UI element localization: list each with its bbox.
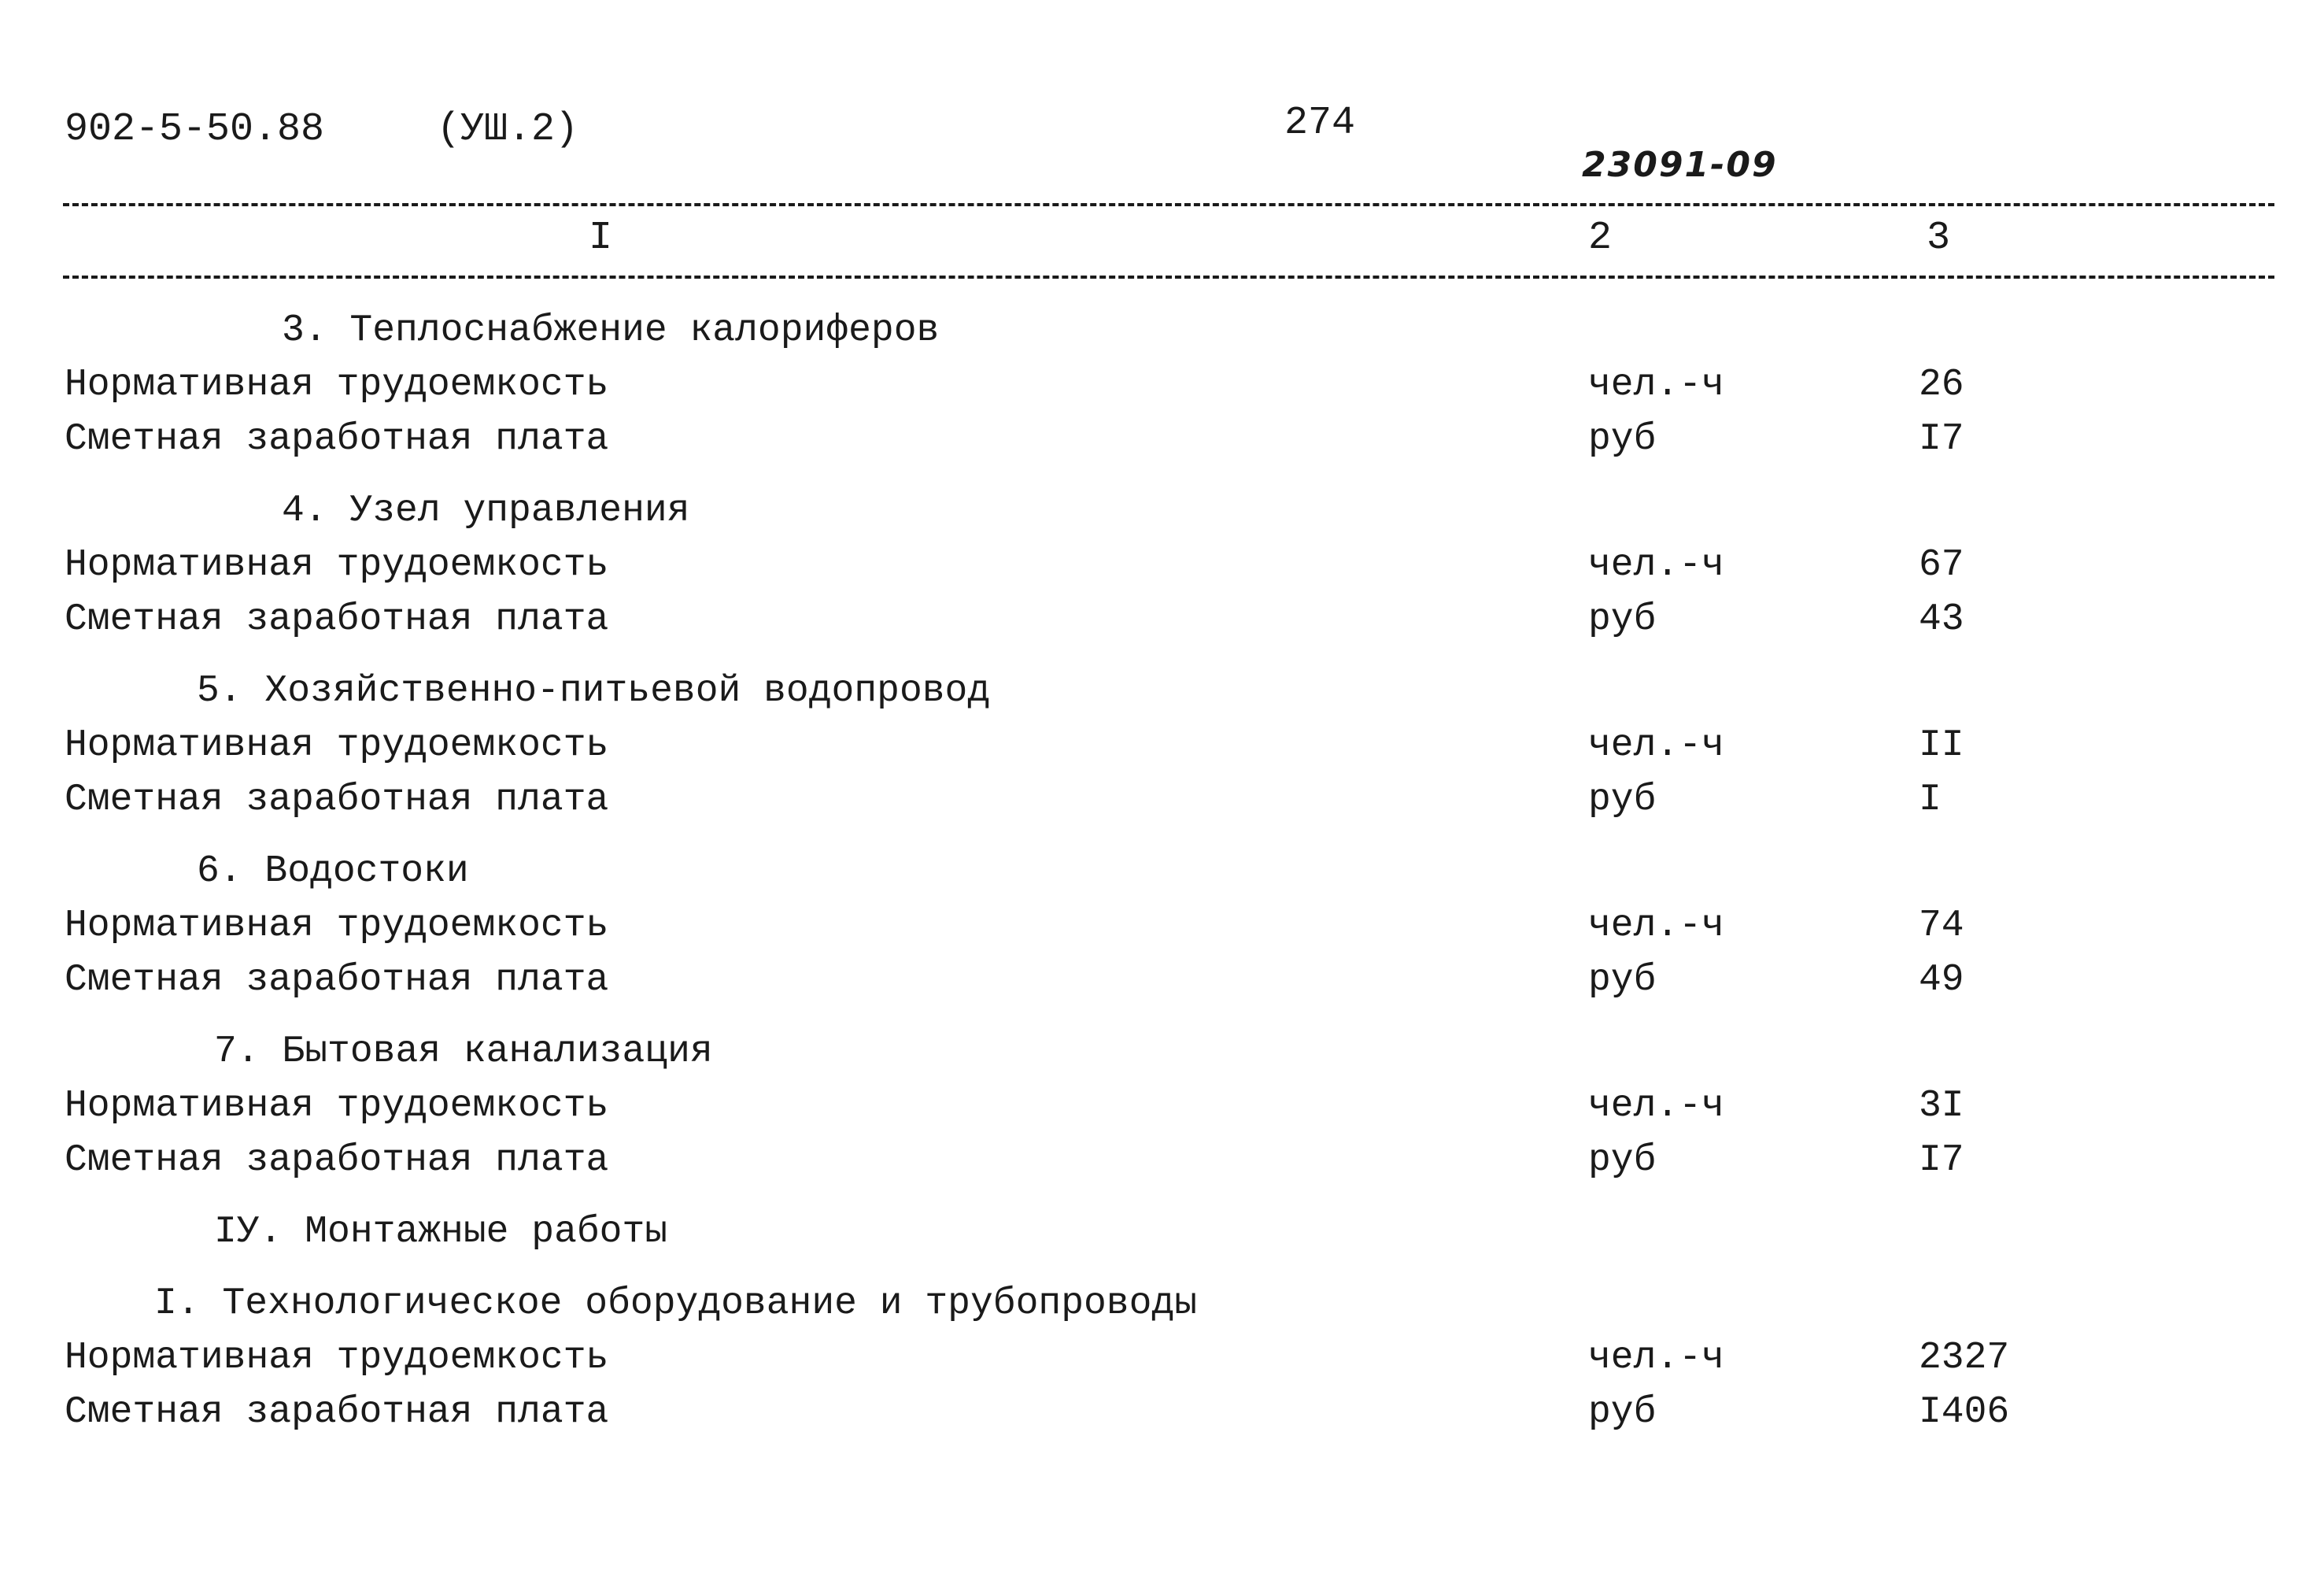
section-heading (0, 1280, 2324, 1327)
row-unit: чел.-ч (1588, 544, 1724, 586)
row-unit: чел.-ч (1588, 724, 1724, 767)
section-heading-label: IУ. Монтажные работы (214, 1211, 668, 1253)
row-label: Нормативная трудоемкость (65, 364, 609, 406)
row-unit: руб (1588, 598, 1657, 641)
row-unit: руб (1588, 959, 1657, 1001)
table-row (0, 1137, 2324, 1184)
section-heading-label: I. Технологическое оборудование и трубопроводы (154, 1282, 1198, 1325)
row-unit: руб (1588, 779, 1657, 821)
column-header-2: 2 (1588, 216, 1613, 261)
row-unit: чел.-ч (1588, 905, 1724, 947)
section-heading (0, 668, 2324, 715)
column-header-1: I (589, 216, 613, 261)
section-heading (0, 307, 2324, 354)
table-row (0, 542, 2324, 589)
row-label: Сметная заработная плата (65, 779, 609, 821)
table-row (0, 902, 2324, 949)
page-number: 274 (1284, 101, 1356, 146)
row-unit: руб (1588, 1139, 1657, 1182)
row-value: I (1919, 779, 1942, 821)
row-label: Нормативная трудоемкость (65, 544, 609, 586)
table-row (0, 361, 2324, 409)
table-row (0, 1389, 2324, 1436)
row-label: Сметная заработная плата (65, 959, 609, 1001)
row-label: Сметная заработная плата (65, 418, 609, 461)
row-label: Нормативная трудоемкость (65, 1337, 609, 1379)
row-value: 43 (1919, 598, 1964, 641)
row-label: Нормативная трудоемкость (65, 905, 609, 947)
row-label: Сметная заработная плата (65, 1139, 609, 1182)
section-heading-label: 6. Водостоки (197, 850, 469, 893)
table-row (0, 596, 2324, 643)
row-value: II (1919, 724, 1964, 767)
column-header-3: 3 (1927, 216, 1951, 261)
row-value: 2327 (1919, 1337, 2010, 1379)
row-label: Сметная заработная плата (65, 1391, 609, 1434)
section-heading-label: 7. Бытовая канализация (214, 1031, 713, 1073)
row-value: I406 (1919, 1391, 2010, 1434)
table-row (0, 776, 2324, 823)
section-heading (0, 848, 2324, 895)
row-value: I7 (1919, 1139, 1964, 1182)
row-label: Сметная заработная плата (65, 598, 609, 641)
row-unit: чел.-ч (1588, 1337, 1724, 1379)
table-row (0, 1334, 2324, 1382)
handwritten-reference: 23091-09 (1582, 145, 1778, 185)
table-row (0, 957, 2324, 1004)
row-unit: чел.-ч (1588, 364, 1724, 406)
row-label: Нормативная трудоемкость (65, 724, 609, 767)
table-header-rule (63, 276, 2274, 279)
row-value: 3I (1919, 1085, 1964, 1127)
section-heading-label: 5. Хозяйственно-питьевой водопровод (197, 670, 991, 712)
section-heading (0, 1028, 2324, 1075)
row-value: 49 (1919, 959, 1964, 1001)
row-unit: руб (1588, 1391, 1657, 1434)
table-top-rule (63, 203, 2274, 206)
section-heading-label: 3. Теплоснабжение калориферов (282, 309, 940, 352)
table-row (0, 416, 2324, 463)
row-label: Нормативная трудоемкость (65, 1085, 609, 1127)
table-row (0, 722, 2324, 769)
document-code: 902-5-50.88 (65, 107, 325, 152)
row-unit: чел.-ч (1588, 1085, 1724, 1127)
row-value: I7 (1919, 418, 1964, 461)
section-heading (0, 1208, 2324, 1256)
section-heading-label: 4. Узел управления (282, 490, 690, 532)
row-unit: руб (1588, 418, 1657, 461)
row-value: 67 (1919, 544, 1964, 586)
section-heading (0, 487, 2324, 535)
document-section: (УШ.2) (437, 107, 579, 152)
row-value: 74 (1919, 905, 1964, 947)
row-value: 26 (1919, 364, 1964, 406)
table-row (0, 1082, 2324, 1130)
